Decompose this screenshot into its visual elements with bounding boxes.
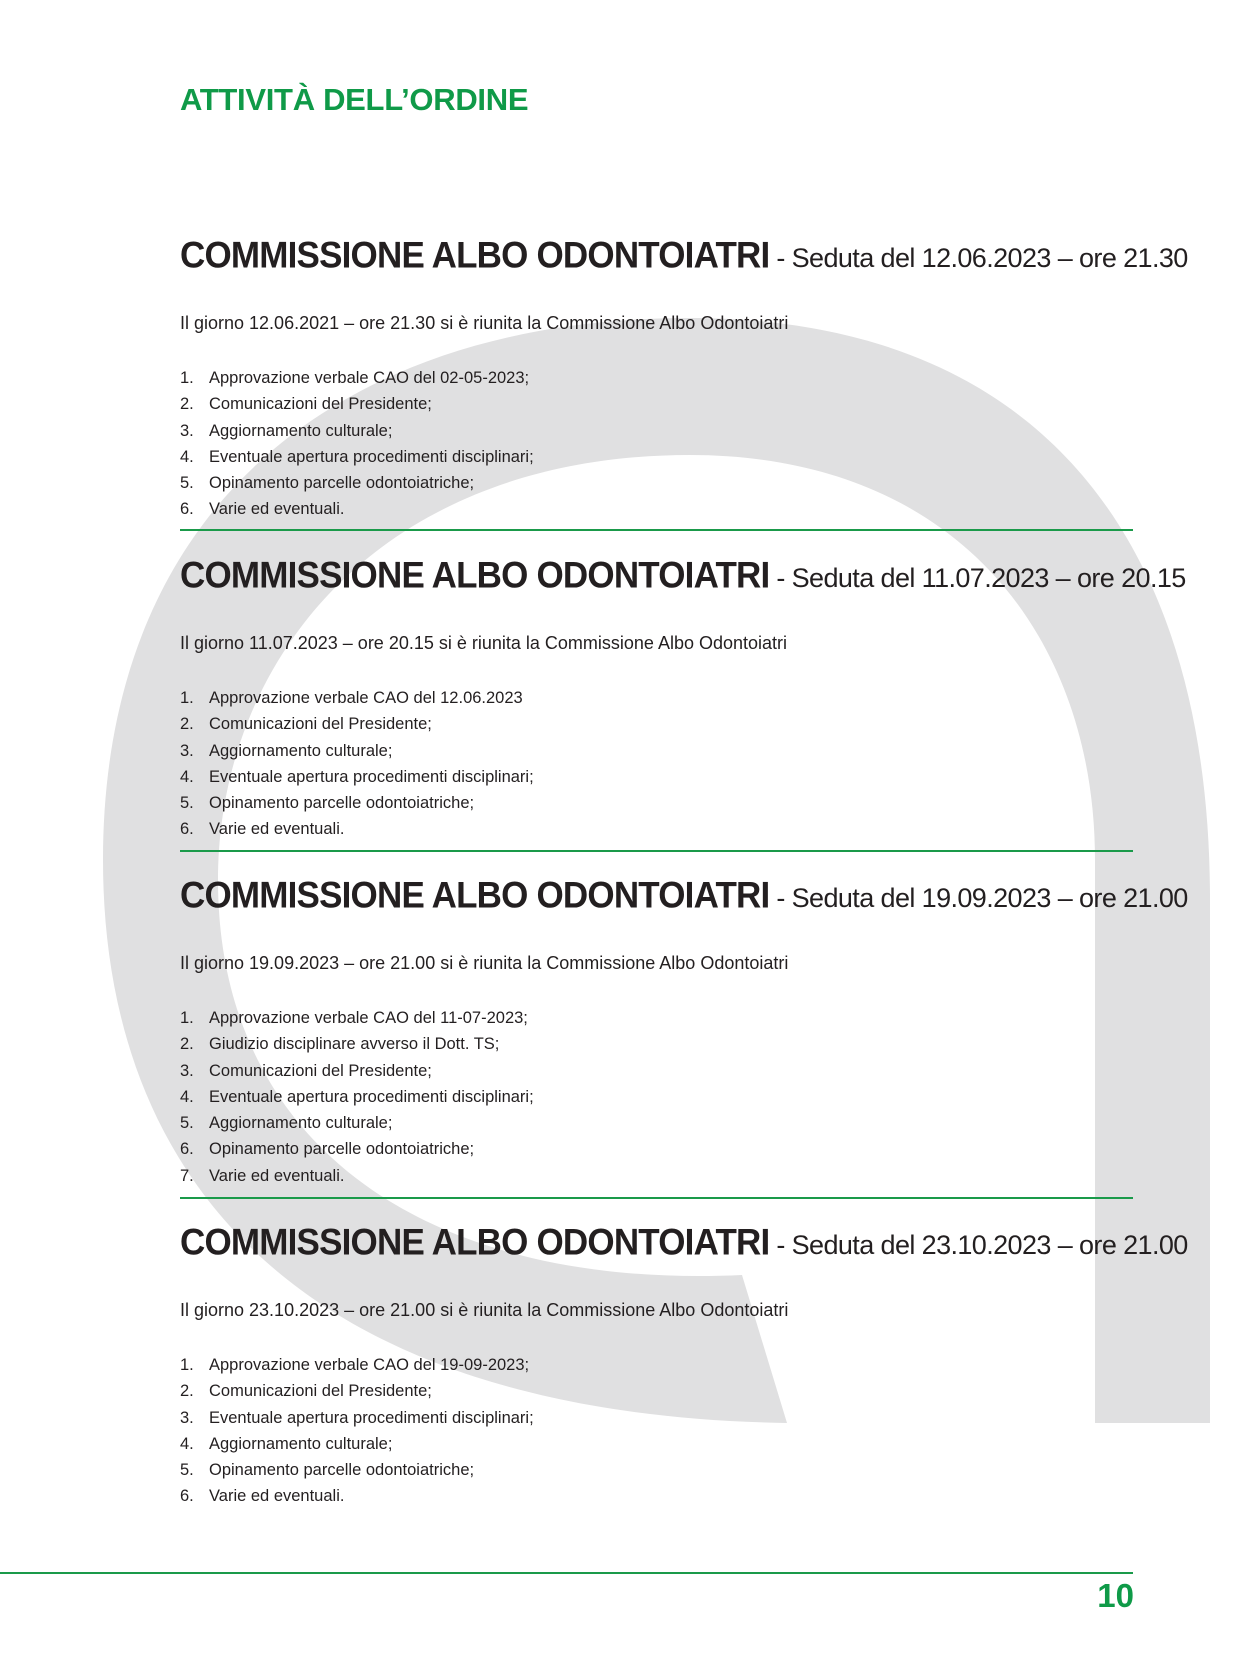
agenda-item-number: 5. — [180, 474, 194, 493]
agenda-item-number: 4. — [180, 1434, 194, 1453]
section-divider — [180, 529, 1133, 531]
agenda-item-text: Opinamento parcelle odontoiatriche; — [209, 1461, 475, 1480]
agenda-item-number: 2. — [180, 715, 194, 734]
agenda-item-number: 1. — [180, 1356, 194, 1374]
agenda-item — [180, 1136, 1140, 1162]
section-title: ATTIVITÀ DELL’ORDINE — [180, 82, 529, 117]
session-block-1 — [180, 234, 1188, 523]
agenda-item — [180, 496, 1140, 522]
agenda-list — [180, 1352, 1140, 1510]
agenda-item — [180, 418, 1140, 444]
session-heading — [180, 554, 1186, 602]
agenda-item — [180, 1352, 1140, 1378]
session-block-2 — [180, 554, 1186, 843]
agenda-item — [180, 816, 1140, 842]
section-divider — [180, 1197, 1133, 1199]
agenda-item-text: Comunicazioni del Presidente; — [209, 715, 432, 734]
agenda-item-number: 3. — [180, 421, 194, 440]
agenda-item — [180, 1378, 1140, 1404]
agenda-item-text: Varie ed eventuali. — [209, 1166, 345, 1185]
agenda-item-number: 1. — [180, 1009, 194, 1027]
agenda-item-text: Approvazione verbale CAO del 11-07-2023; — [209, 1009, 528, 1027]
agenda-item-number: 5. — [180, 1114, 194, 1133]
page-number: 10 — [1097, 1577, 1134, 1614]
agenda-item — [180, 365, 1140, 391]
agenda-item — [180, 391, 1140, 417]
agenda-item-text: Approvazione verbale CAO del 02-05-2023; — [209, 369, 530, 387]
agenda-item-text: Comunicazioni del Presidente; — [209, 1382, 432, 1401]
agenda-item-number: 3. — [180, 1408, 194, 1427]
agenda-item — [180, 1110, 1140, 1136]
session-intro: Il giorno 11.07.2023 – ore 20.15 si è riunita la Commissione Albo Odontoiatri — [180, 633, 788, 653]
agenda-item-number: 6. — [180, 1487, 194, 1506]
agenda-item-text: Varie ed eventuali. — [209, 500, 345, 519]
agenda-item-text: Approvazione verbale CAO del 12.06.2023 — [209, 689, 523, 707]
agenda-item-text: Approvazione verbale CAO del 19-09-2023; — [209, 1356, 530, 1374]
session-block-3 — [180, 874, 1188, 1189]
session-intro: Il giorno 12.06.2021 – ore 21.30 si è riunita la Commissione Albo Odontoiatri — [180, 313, 789, 333]
agenda-item-text: Comunicazioni del Presidente; — [209, 1061, 432, 1080]
agenda-item — [180, 1084, 1140, 1110]
agenda-item-text: Varie ed eventuali. — [209, 1487, 345, 1506]
session-block-4 — [180, 1221, 1188, 1510]
agenda-item-number: 6. — [180, 500, 194, 519]
agenda-item-text: Opinamento parcelle odontoiatriche; — [209, 794, 475, 813]
agenda-item-text: Opinamento parcelle odontoiatriche; — [209, 1140, 475, 1159]
agenda-item-text: Eventuale apertura procedimenti disciplinari; — [209, 1087, 534, 1106]
agenda-item — [180, 738, 1140, 764]
agenda-item — [180, 470, 1140, 496]
agenda-item-text: Eventuale apertura procedimenti disciplinari; — [209, 767, 534, 786]
agenda-item-text: Opinamento parcelle odontoiatriche; — [209, 474, 475, 493]
section-divider — [180, 850, 1133, 852]
agenda-item — [180, 1431, 1140, 1457]
agenda-item-text: Aggiornamento culturale; — [209, 1114, 393, 1133]
agenda-list — [180, 685, 1140, 843]
session-heading-main: COMMISSIONE ALBO ODONTOIATRI — [180, 555, 770, 596]
agenda-item — [180, 1031, 1140, 1057]
agenda-item-number: 2. — [180, 1382, 194, 1401]
agenda-item-number: 6. — [180, 1140, 194, 1159]
agenda-item — [180, 790, 1140, 816]
agenda-item — [180, 1405, 1140, 1431]
agenda-item-number: 1. — [180, 369, 194, 387]
agenda-item — [180, 764, 1140, 790]
agenda-item-number: 3. — [180, 1061, 194, 1080]
session-heading-main: COMMISSIONE ALBO ODONTOIATRI — [180, 235, 770, 276]
agenda-item-number: 2. — [180, 1035, 194, 1054]
footer-divider — [0, 1572, 1133, 1574]
agenda-item — [180, 1457, 1140, 1483]
session-intro: Il giorno 23.10.2023 – ore 21.00 si è riunita la Commissione Albo Odontoiatri — [180, 1300, 789, 1320]
agenda-item — [180, 1163, 1140, 1189]
agenda-item-text: Eventuale apertura procedimenti disciplinari; — [209, 1408, 534, 1427]
agenda-item-number: 1. — [180, 689, 194, 707]
agenda-item-number: 4. — [180, 1087, 194, 1106]
session-heading-date: - Seduta del 23.10.2023 – ore 21.00 — [769, 1230, 1188, 1260]
agenda-item-text: Aggiornamento culturale; — [209, 1434, 393, 1453]
session-heading-date: - Seduta del 12.06.2023 – ore 21.30 — [769, 243, 1188, 273]
session-heading — [180, 234, 1188, 282]
agenda-item-text: Eventuale apertura procedimenti disciplinari; — [209, 447, 534, 466]
agenda-item-number: 5. — [180, 1461, 194, 1480]
session-heading-date: - Seduta del 19.09.2023 – ore 21.00 — [769, 883, 1188, 913]
agenda-item-number: 4. — [180, 447, 194, 466]
agenda-item-number: 3. — [180, 741, 194, 760]
agenda-item-text: Varie ed eventuali. — [209, 820, 345, 839]
agenda-item — [180, 1058, 1140, 1084]
agenda-item-number: 2. — [180, 395, 194, 414]
agenda-item — [180, 711, 1140, 737]
agenda-item-number: 7. — [180, 1166, 194, 1185]
agenda-item-text: Giudizio disciplinare avverso il Dott. TS; — [209, 1035, 500, 1054]
agenda-list — [180, 1005, 1140, 1189]
agenda-item-number: 4. — [180, 767, 194, 786]
session-heading-date: - Seduta del 11.07.2023 – ore 20.15 — [769, 563, 1186, 593]
session-heading — [180, 1221, 1188, 1269]
agenda-item-text: Comunicazioni del Presidente; — [209, 395, 432, 414]
agenda-item-text: Aggiornamento culturale; — [209, 421, 393, 440]
session-heading-main: COMMISSIONE ALBO ODONTOIATRI — [180, 1222, 770, 1263]
agenda-list — [180, 365, 1140, 523]
session-heading — [180, 874, 1188, 922]
agenda-item — [180, 685, 1140, 711]
agenda-item-text: Aggiornamento culturale; — [209, 741, 393, 760]
session-intro: Il giorno 19.09.2023 – ore 21.00 si è riunita la Commissione Albo Odontoiatri — [180, 953, 789, 973]
agenda-item — [180, 1005, 1140, 1031]
agenda-item-number: 6. — [180, 820, 194, 839]
agenda-item — [180, 1483, 1140, 1509]
agenda-item-number: 5. — [180, 794, 194, 813]
session-heading-main: COMMISSIONE ALBO ODONTOIATRI — [180, 875, 770, 916]
agenda-item — [180, 444, 1140, 470]
